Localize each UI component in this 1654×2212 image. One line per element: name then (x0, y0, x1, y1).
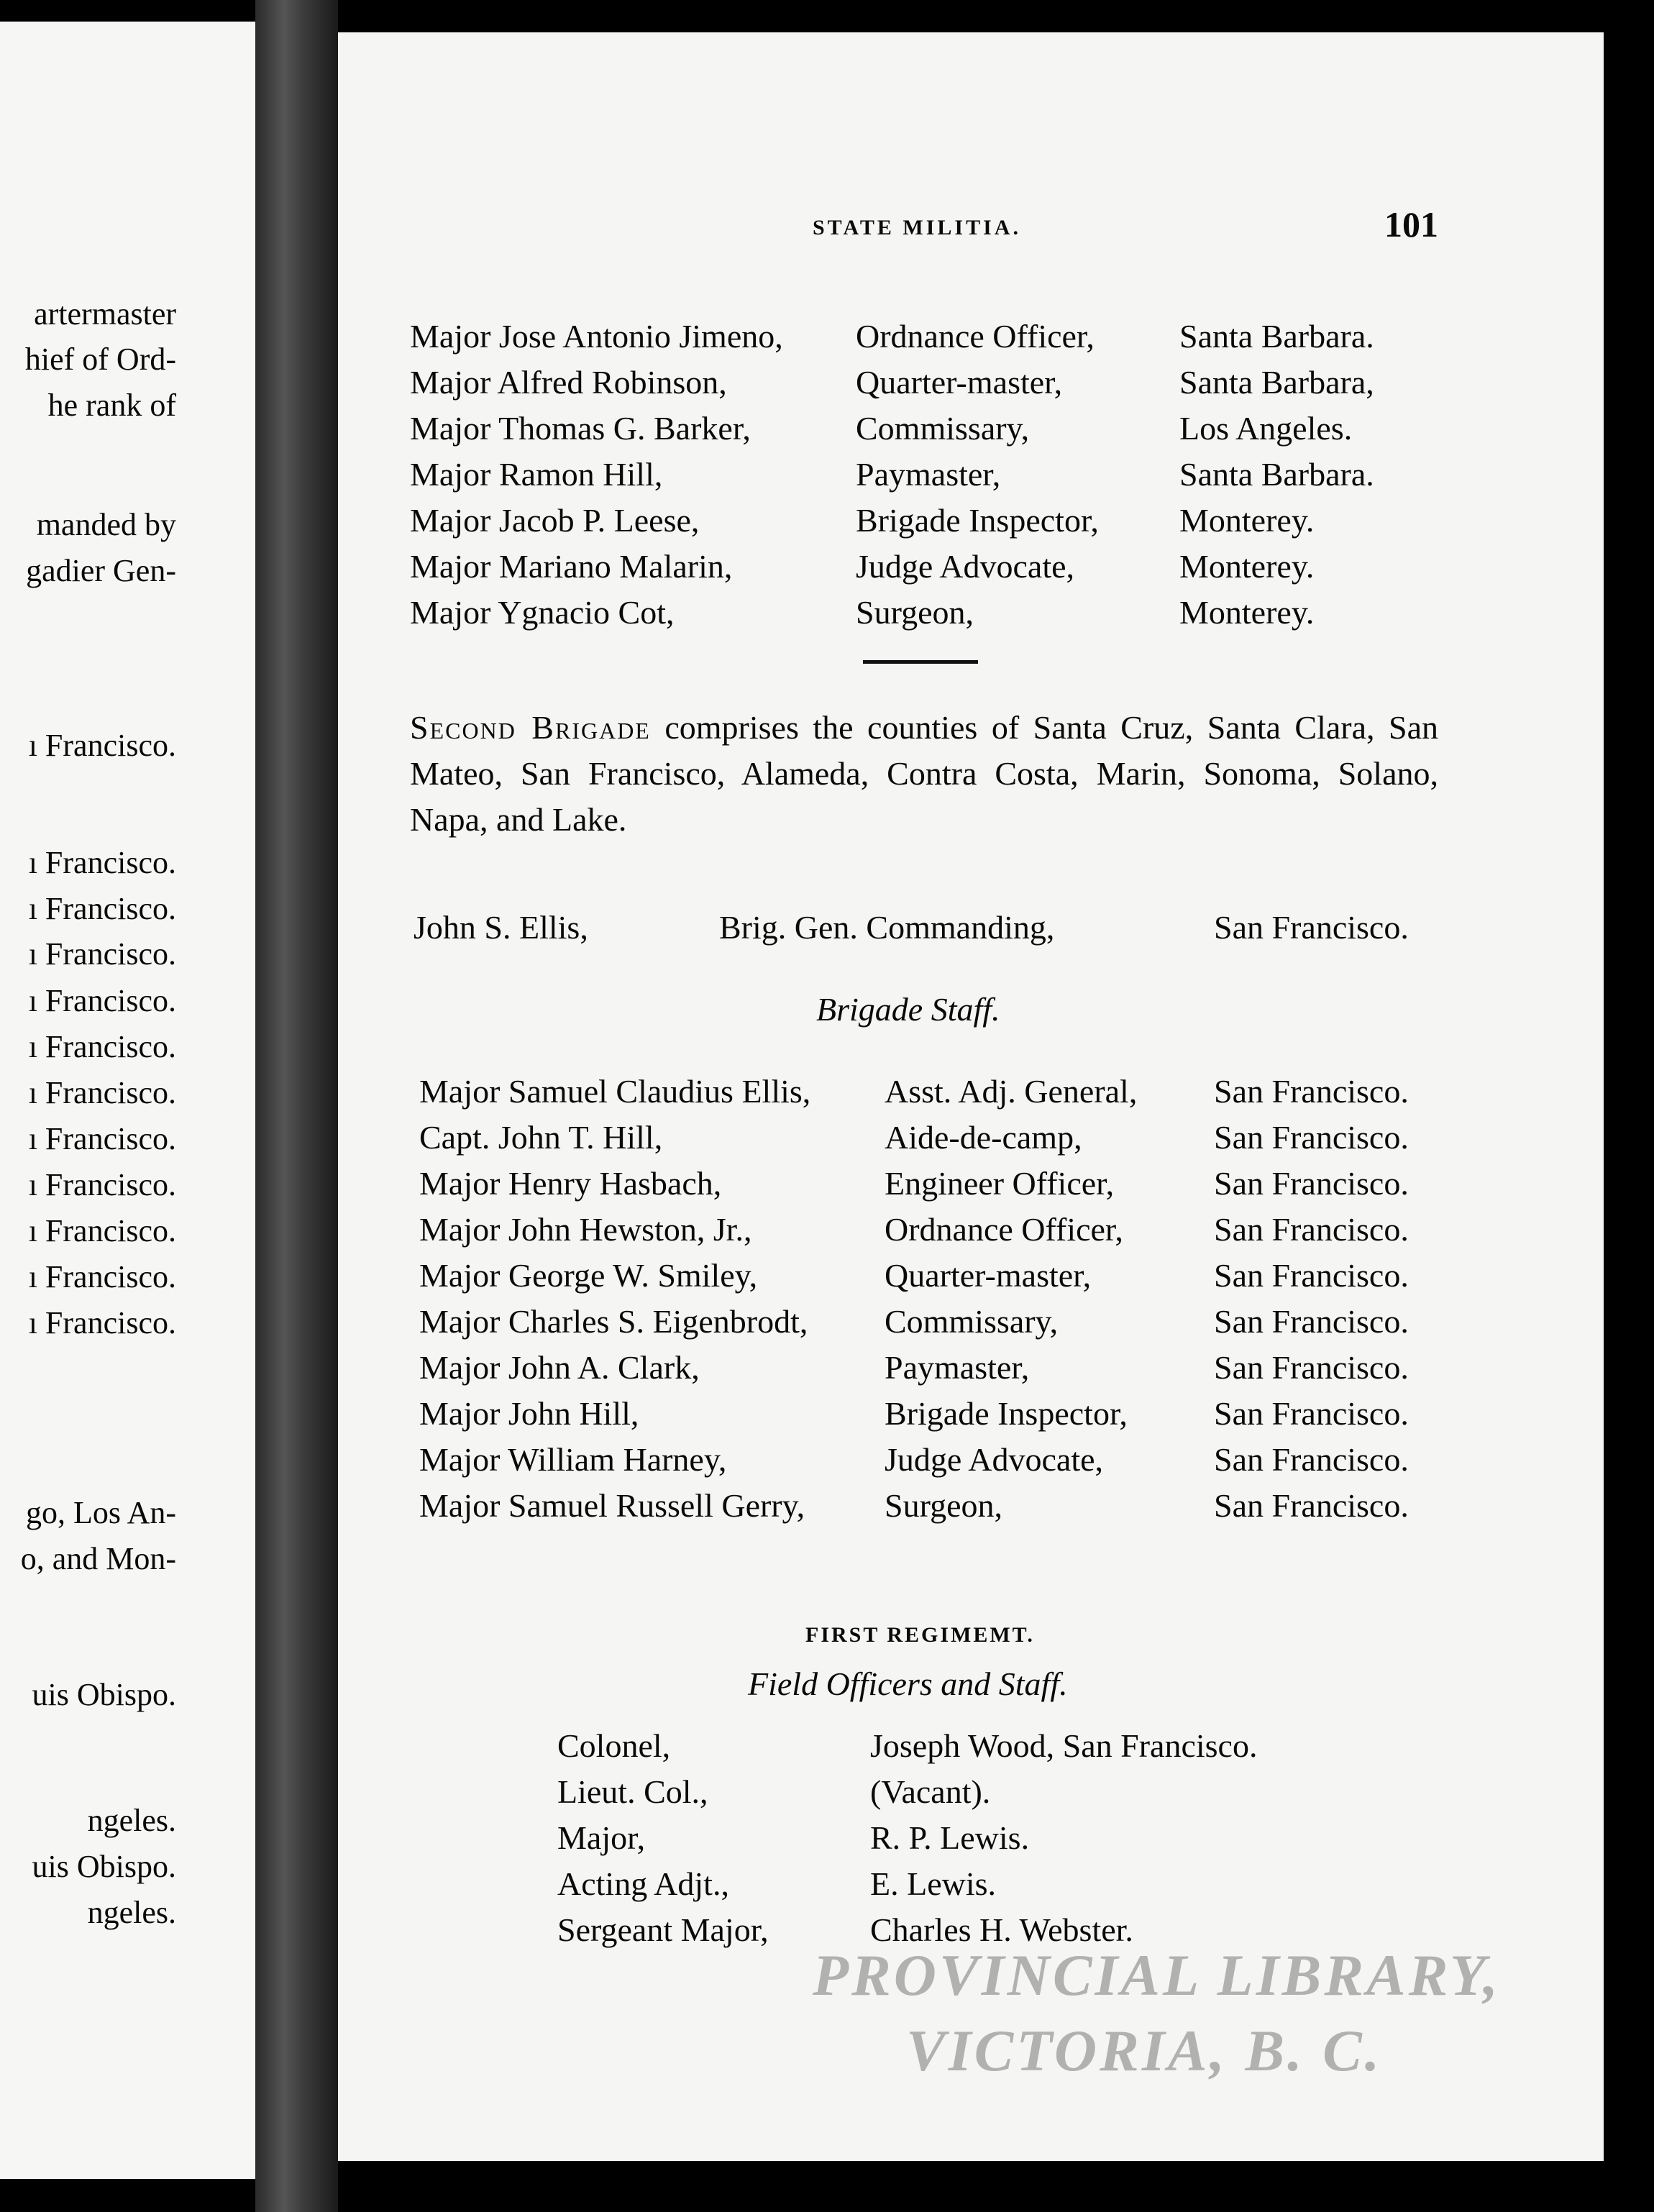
staff-place: Monterey. (1179, 594, 1315, 631)
officer-rank: Lieut. Col., (557, 1773, 708, 1810)
section-divider (863, 660, 978, 664)
staff-place: San Francisco. (1214, 1441, 1409, 1478)
officer-name: R. P. Lewis. (870, 1819, 1030, 1856)
staff-name: Major Alfred Robinson, (410, 364, 727, 401)
officer-name: E. Lewis. (870, 1865, 997, 1902)
staff-office: Quarter-master, (856, 364, 1063, 401)
commander-place: San Francisco. (1214, 909, 1409, 946)
staff-office: Engineer Officer, (885, 1165, 1115, 1202)
prev-page-line: ı Francisco. (28, 1121, 176, 1156)
staff-office: Paymaster, (856, 456, 1001, 493)
officer-name: Charles H. Webster. (870, 1911, 1133, 1948)
staff-name: Major William Harney, (419, 1441, 727, 1478)
staff-place: Santa Barbara, (1179, 364, 1374, 401)
staff-name: Major Henry Hasbach, (419, 1165, 722, 1202)
staff-place: San Francisco. (1214, 1257, 1409, 1294)
staff-name: Major John Hewston, Jr., (419, 1211, 752, 1248)
prev-page-line: manded by (36, 507, 176, 542)
staff-place: Monterey. (1179, 502, 1315, 539)
prev-page-line: uis Obispo. (32, 1677, 176, 1712)
staff-office: Paymaster, (885, 1349, 1030, 1386)
staff-place: San Francisco. (1214, 1211, 1409, 1248)
prev-page-line: ı Francisco. (28, 1167, 176, 1202)
staff-place: San Francisco. (1214, 1303, 1409, 1340)
staff-place: Santa Barbara. (1179, 318, 1374, 355)
staff-office: Brigade Inspector, (885, 1395, 1128, 1432)
staff-office: Aide-de-camp, (885, 1119, 1082, 1156)
prev-page-line: ı Francisco. (28, 1029, 176, 1064)
officer-rank: Sergeant Major, (557, 1911, 769, 1948)
staff-name: Major Mariano Malarin, (410, 548, 733, 585)
staff-office: Ordnance Officer, (856, 318, 1095, 355)
prev-page-line: ı Francisco. (28, 1213, 176, 1248)
prev-page-line: ı Francisco. (28, 1305, 176, 1340)
second-brigade-lead: Second Brigade (410, 709, 651, 746)
prev-page-line: ı Francisco. (28, 728, 176, 763)
page-edge-notch (1563, 1061, 1579, 1092)
officer-rank: Colonel, (557, 1727, 671, 1764)
staff-name: Major Ygnacio Cot, (410, 594, 675, 631)
officer-rank: Acting Adjt., (557, 1865, 729, 1902)
prev-page-line: ngeles. (87, 1803, 176, 1838)
prev-page-line: go, Los An- (26, 1495, 176, 1530)
staff-place: San Francisco. (1214, 1165, 1409, 1202)
staff-office: Asst. Adj. General, (885, 1073, 1138, 1110)
officer-name: (Vacant). (870, 1773, 991, 1810)
staff-office: Brigade Inspector, (856, 502, 1099, 539)
staff-office: Ordnance Officer, (885, 1211, 1123, 1248)
library-stamp-line-1: PROVINCIAL LIBRARY, (813, 1942, 1502, 2008)
staff-place: Los Angeles. (1179, 410, 1353, 447)
field-officers-heading: Field Officers and Staff. (748, 1665, 1068, 1702)
staff-office: Surgeon, (856, 594, 974, 631)
staff-name: Major John Hill, (419, 1395, 639, 1432)
page-number: 101 (1384, 204, 1438, 244)
prev-page-line: gadier Gen- (26, 553, 176, 588)
staff-place: San Francisco. (1214, 1395, 1409, 1432)
prev-page-line: o, and Mon- (20, 1541, 176, 1576)
staff-office: Commissary, (856, 410, 1030, 447)
prev-page-line: ı Francisco. (28, 936, 176, 972)
prev-page-line: uis Obispo. (32, 1849, 176, 1884)
prev-page-line: ngeles. (87, 1895, 176, 1930)
prev-page-line: ı Francisco. (28, 1075, 176, 1110)
brigade-staff-heading: Brigade Staff. (816, 991, 1000, 1028)
staff-office: Judge Advocate, (885, 1441, 1104, 1478)
staff-name: Major Jacob P. Leese, (410, 502, 700, 539)
staff-name: Major Charles S. Eigenbrodt, (419, 1303, 808, 1340)
prev-page-line: he rank of (47, 388, 176, 423)
prev-page-line: artermaster (34, 296, 176, 332)
commander-rank: Brig. Gen. Commanding, (719, 909, 1055, 946)
prev-page-line: ı Francisco. (28, 891, 176, 926)
prev-page-line: ı Francisco. (28, 983, 176, 1018)
staff-name: Capt. John T. Hill, (419, 1119, 663, 1156)
prev-page-line: hief of Ord- (24, 342, 176, 377)
staff-name: Major Samuel Russell Gerry, (419, 1487, 805, 1524)
staff-office: Commissary, (885, 1303, 1059, 1340)
prev-page-line: ı Francisco. (28, 1259, 176, 1294)
staff-place: San Francisco. (1214, 1487, 1409, 1524)
second-brigade-paragraph (410, 705, 1438, 843)
staff-place: Santa Barbara. (1179, 456, 1374, 493)
library-stamp-line-2: VICTORIA, B. C. (906, 2018, 1383, 2083)
previous-page (0, 22, 255, 2179)
staff-place: Monterey. (1179, 548, 1315, 585)
staff-place: San Francisco. (1214, 1119, 1409, 1156)
prev-page-line: ı Francisco. (28, 845, 176, 880)
book-gutter (255, 0, 338, 2212)
running-title: STATE MILITIA. (813, 216, 1021, 239)
officer-rank: Major, (557, 1819, 646, 1856)
first-regiment-heading: FIRST REGIMEMT. (805, 1623, 1035, 1647)
staff-name: Major John A. Clark, (419, 1349, 700, 1386)
second-brigade-text: comprises the counties of Santa Cruz, Santa Clara, San Mateo, San Francisco, Alameda, Contra Costa, Marin, Sonoma, Solano, Napa, and Lake. (410, 709, 1438, 838)
staff-name: Major Ramon Hill, (410, 456, 663, 493)
staff-name: Major Jose Antonio Jimeno, (410, 318, 783, 355)
staff-office: Judge Advocate, (856, 548, 1075, 585)
staff-name: Major George W. Smiley, (419, 1257, 758, 1294)
staff-office: Quarter-master, (885, 1257, 1092, 1294)
commander-name: John S. Ellis, (414, 909, 588, 946)
staff-place: San Francisco. (1214, 1073, 1409, 1110)
page-101 (338, 32, 1604, 2161)
staff-name: Major Thomas G. Barker, (410, 410, 751, 447)
staff-place: San Francisco. (1214, 1349, 1409, 1386)
staff-office: Surgeon, (885, 1487, 1002, 1524)
officer-name: Joseph Wood, San Francisco. (870, 1727, 1258, 1764)
staff-name: Major Samuel Claudius Ellis, (419, 1073, 811, 1110)
